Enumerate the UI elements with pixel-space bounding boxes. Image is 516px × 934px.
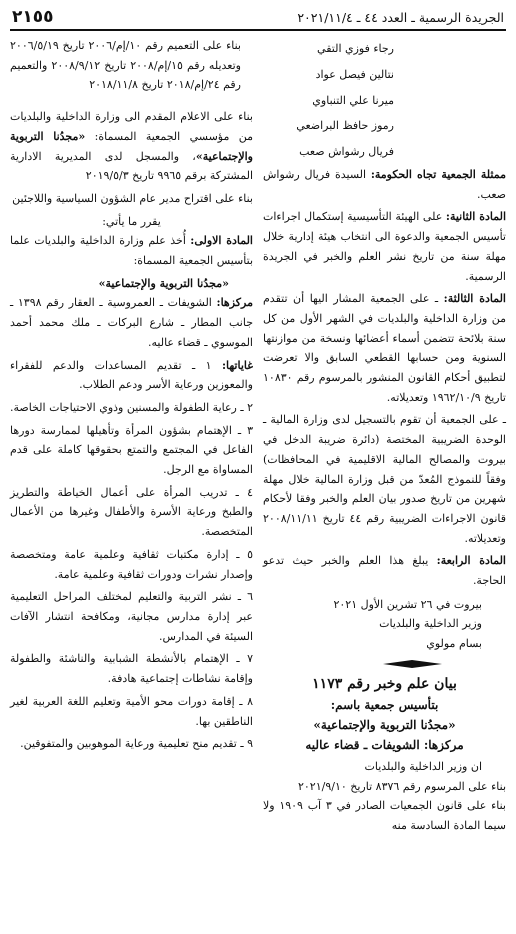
aims-paragraph <box>10 356 253 395</box>
minister-title: وزير الداخلية والبلديات <box>379 617 482 631</box>
gazette-title: الجريدة الرسمية ـ العدد ٤٤ ـ ٢٠٢١/١١/٤ <box>297 9 504 25</box>
article-1-label: المادة الاولى: <box>190 234 253 248</box>
founder-name: رموز حافظ البراضعي <box>296 119 394 133</box>
page-number: ٢١٥٥ <box>12 7 54 27</box>
announcement-title: بيان علم وخبر رقم ١١٧٣ <box>312 675 457 692</box>
article-1 <box>10 231 253 270</box>
article-3-label: المادة الثالثة: <box>443 292 506 306</box>
header-rule <box>10 29 506 31</box>
left-column <box>10 36 253 757</box>
aim-item: ٦ ـ نشر التربية والتعليم لمختلف المراحل التعليمية عبر إدارة مدارس مجانية، ومكافحة انتشار الآفات السيئة في المدارس. <box>10 590 253 643</box>
representative-label: ممثلة الجمعية تجاه الحكومة: <box>370 167 506 181</box>
article-2 <box>263 207 506 286</box>
aim-item: ٢ ـ رعاية الطفولة والمسنين وذوي الاحتياجات الخاصة. <box>10 400 253 414</box>
article-3-text: ـ على الجمعية المشار اليها أن تتقدم من وزارة الداخلية والبلديات في الشهر الأول من كل سنة بلائحة تتضمن أسماء أعضائها ونسخة من موازنتها السنوية ومن حسابها القطعي السابق والا تعرضت لتطبيق أحكام القانون المنشور بالمرسوم رقم ١٠٨٣٠ تاريخ ١٩٦٢/١٠/٩ وتعديلاته. <box>263 292 506 404</box>
article-4-text: يبلغ هذا العلم والخبر حيث تدعو الحاجة. <box>263 554 506 588</box>
minister-name: بسام مولوي <box>426 637 482 651</box>
page-header <box>12 6 504 28</box>
intro-line: ان وزير الداخلية والبلديات <box>364 759 482 773</box>
circulars-paragraph: بناء على التعميم رقم ١٠/إم/٢٠٠٦ تاريخ ٢٠٠٦/٥/١٩ وتعديله رقم ١٥/إم/٢٠٠٨ تاريخ ٢٠٠٨/٩/١٢ والتعميم رقم ٢٤/إم/٢٠١٨ تاريخ ٢٠١٨/١١/٨ <box>10 39 241 92</box>
announcement-subtitle: بتأسيس جمعية باسم: <box>330 697 439 712</box>
place-date: بيروت في ٢٦ تشرين الأول ٢٠٢١ <box>333 597 482 611</box>
article-2-label: المادة الثانية: <box>445 210 507 224</box>
article-3 <box>263 289 506 407</box>
founder-name: فريال رشواش صعب <box>299 145 394 159</box>
headquarters-label: مركزها: <box>216 296 253 310</box>
aim-item: ٩ ـ تقديم منح تعليمية ورعاية الموهوبين والمتفوقين. <box>20 737 253 751</box>
article-4 <box>263 551 506 590</box>
founder-name: نتالين فيصل عواد <box>315 67 394 81</box>
aim-item: ٥ ـ إدارة مكتبات ثقافية وعلمية عامة ومتخصصة وإصدار نشرات ودورات ثقافية وعلمية عامة. <box>10 547 253 581</box>
intro-decree: بناء على المرسوم رقم ٨٣٧٦ تاريخ ٢٠٢١/٩/١٠ <box>297 779 506 793</box>
headquarters-text: الشويفات ـ العمروسية ـ العقار رقم ١٣٩٨ ـ جانب المطار ـ شارع البركات ـ ملك محمد أحمد الموسوي ـ قضاء عاليه. <box>10 296 253 349</box>
article-3-part-2: ـ على الجمعية أن تقوم بالتسجيل لدى وزارة المالية ـ الوحدة الضريبية المختصة (دائرة ضريبة الدخل في بيروت والمصالح المالية الاقليمية في المحافظات) وفقاً للنموذج المُعدّ من قبل وزارة المالية خلال مهلة شهرين من تاريخ صدور بيان العلم والخبر وفقا لأحكام قانون الاجراءات الضريبية رقم ٤٤ تاريخ ٢٠٠٨/١١/١١ وتعديلاته. <box>263 413 506 545</box>
aim-item: ٨ ـ إقامة دورات محو الأمية وتعليم اللغة العربية لغير الناطقين بها. <box>10 694 253 728</box>
association-name: «مجدُنا التربوية والإجتماعية» <box>98 276 229 290</box>
section-divider <box>383 660 442 668</box>
notification-text: بناء على الاعلام المقدم الى وزارة الداخلية والبلديات من مؤسسي الجمعية المسماة: <box>10 110 254 143</box>
founders-list <box>263 36 506 165</box>
article-4-label: المادة الرابعة: <box>436 554 506 568</box>
proposal-paragraph: بناء على اقتراح مدير عام الشؤون السياسية واللاجئين <box>12 191 253 205</box>
aims-label: غاياتها: <box>221 358 253 372</box>
association-headquarters: مركزها: الشويفات ـ قضاء عاليه <box>305 737 464 752</box>
headquarters-paragraph <box>10 293 253 352</box>
aim-item: ٧ ـ الإهتمام بالأنشطة الشبابية والناشئة والطفولة وإقامة نشاطات إجتماعية هادفة. <box>10 652 253 686</box>
representative-paragraph <box>263 165 506 204</box>
founder-name: ميرنا علي التنباوي <box>312 93 394 107</box>
aim-item: ٤ ـ تدريب المرأة على أعمال الخياطة والتطريز والطبخ ورعاية الأسرة والأطفال وغيرها من الأعمال المتخصصة. <box>10 485 253 539</box>
association-name: «مجدُنا التربوية والإجتماعية» <box>313 717 456 732</box>
right-column <box>263 36 506 836</box>
intro-law: بناء على قانون الجمعيات الصادر في ٣ آب ١٩٠٩ ولا سيما المادة السادسة منه <box>263 799 506 832</box>
representative-text: السيدة فريال رشواش صعب. <box>263 167 506 201</box>
article-1-text: أُخذ علم وزارة الداخلية والبلديات علما بتأسيس الجمعية المسماة: <box>10 234 253 268</box>
founder-name: رجاء فوزي التقي <box>317 42 394 55</box>
article-2-text: على الهيئة التأسيسية إستكمال اجراءات تأسيس الجمعية والدعوة الى انتخاب هيئة إدارية خلال مهلة سنة من تاريخ نشر العلم والخبر في الجريدة الرسمية. <box>263 210 506 283</box>
association-name: «مجدُنا التربوية والإجتماعية» <box>10 129 253 163</box>
decides-heading: يقرر ما يأتي: <box>102 214 161 228</box>
notification-paragraph <box>10 107 253 186</box>
registration-text: ، والمسجل لدى المديرية الادارية المشتركة برقم ٩٩٦٥ تاريخ ٢٠١٩/٥/٣ <box>10 149 253 183</box>
aim-item: ٣ ـ الإهتمام بشؤون المرأة وتأهيلها لممارسة دورها الفاعل في المجتمع والتمتع بحقوقها كاملة على قدم المساواة مع الرجل. <box>10 423 253 477</box>
aim-item: ١ ـ تقديم المساعدات والدعم للفقراء والمعوزين ورعاية الأسر ودعم الطلاب. <box>10 358 253 392</box>
